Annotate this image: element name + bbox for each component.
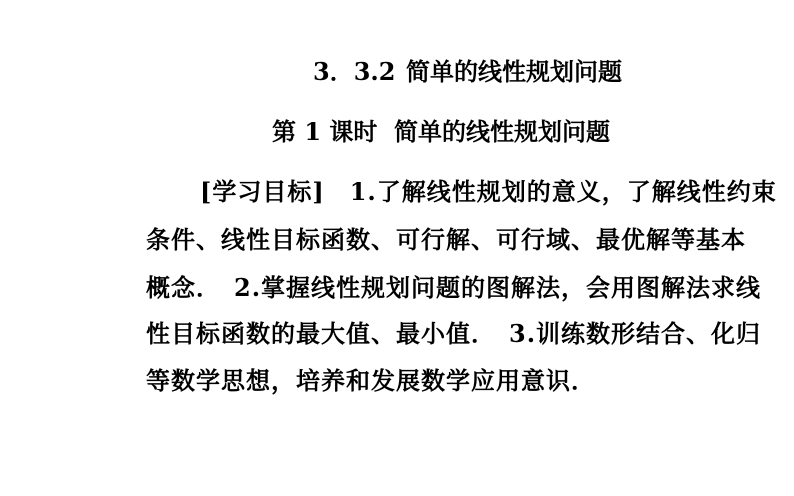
lesson-title: 简单的线性规划问题 [394,117,610,146]
objective-line-4: 性目标函数的最大值、最小值． 3.训练数形结合、化归 [146,319,762,348]
objective-line-3: 概念． 2.掌握线性规划问题的图解法，会用图解法求线 [146,273,762,302]
objective-line-2: 条件、线性目标函数、可行解、可行域、最优解等基本 [146,225,746,254]
lesson-number: 第 1 课时 [272,117,378,146]
section-title: 简单的线性规划问题 [406,57,622,86]
objective-line-5: 等数学思想，培养和发展数学应用意识． [146,366,596,395]
objective-line-1: [学习目标] 1.了解线性规划的意义，了解线性约束 [200,177,777,206]
section-number: 3．3.2 [313,57,396,86]
